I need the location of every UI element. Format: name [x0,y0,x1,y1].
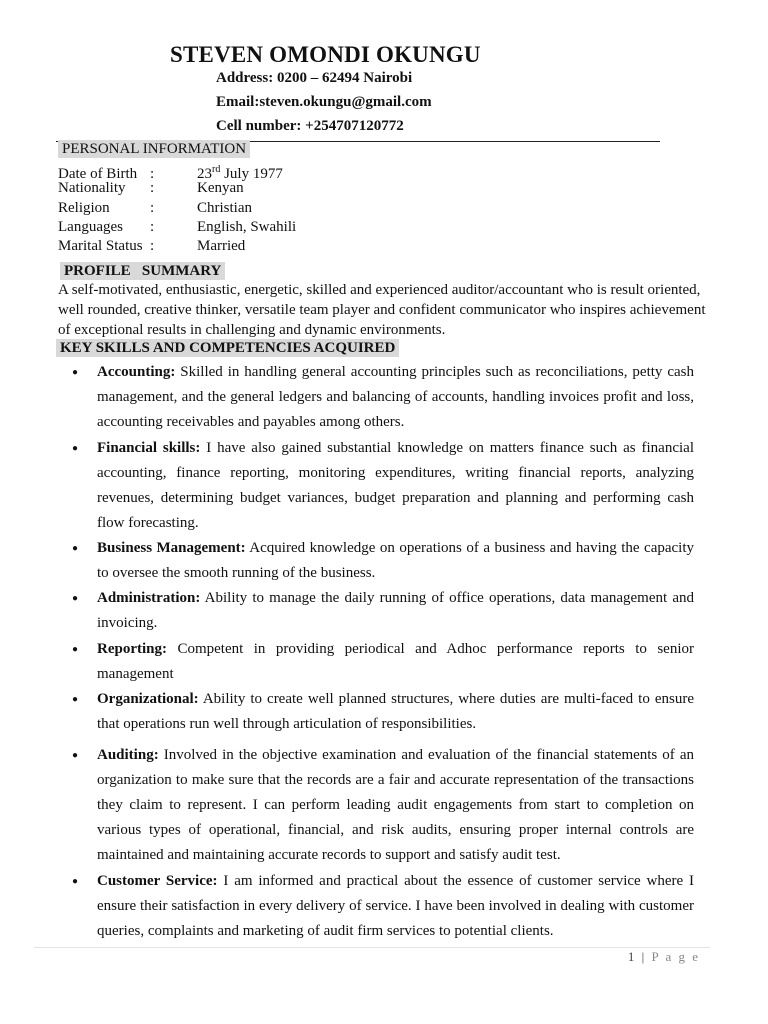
bullet-icon: ● [72,644,79,655]
bullet-icon: ● [72,593,79,604]
bullet-icon: ● [72,876,79,887]
address-line: Address: 0200 – 62494 Nairobi [216,70,413,86]
personal-label: Languages [58,219,123,235]
email-line: Email:steven.okungu@gmail.com [216,94,432,110]
page-separator: | [636,949,652,964]
personal-info-heading: PERSONAL INFORMATION [58,140,250,158]
personal-value: English, Swahili [197,219,297,235]
dob-month-year: July 1977 [220,166,283,182]
skill-description: Acquired knowledge on operations of a business and having the capacity to oversee the smooth running of the business. [97,540,695,581]
personal-row-marital-status [58,237,245,256]
personal-row-nationality [58,179,244,198]
skill-title: Financial skills: [97,440,201,456]
bullet-icon: ● [72,443,79,454]
footer-divider [34,947,710,948]
skill-description: I am informed and practical about the essence of customer service where I ensure their satisfaction in every delivery of service. I have been involved in dealing with customer queries, complaints and marketing of audit firm services to potential clients. [97,873,695,939]
skill-item-reporting [72,637,694,687]
personal-value: Married [197,238,246,254]
skill-item-business-management [72,536,694,586]
phone-line: Cell number: +254707120772 [216,118,404,134]
skills-heading: KEY SKILLS AND COMPETENCIES ACQUIRED [56,339,399,357]
skill-description: I have also gained substantial knowledge on matters finance such as financial accounting, finance reporting, monitoring expenditures, writing financial reports, analyzing revenues, determining budget variances, budget preparation and planning and performing cash flow forecasting. [97,440,694,531]
skill-title: Accounting: [97,364,176,380]
dob-ordinal: rd [212,164,221,175]
candidate-name: STEVEN OMONDI OKUNGU [170,42,481,67]
skill-item-administration [72,586,694,636]
skill-title: Auditing: [97,747,159,763]
skill-description: Skilled in handling general accounting principles such as reconciliations, petty cash management, and the general ledgers and balancing of accounts, handling invoices profit and loss, accounting receivables and payables among others. [97,364,694,430]
bullet-icon: ● [72,543,79,554]
personal-colon: : [150,200,155,216]
personal-row-languages [58,218,296,237]
skill-description: Ability to create well planned structures, where duties are multi-faced to ensure that operations run well through articulation of responsibilities. [97,691,694,732]
page-footer [628,949,700,965]
personal-label: Date of Birth [58,166,138,182]
bullet-icon: ● [72,367,79,378]
skill-item-customer-service [72,869,694,944]
skill-title: Administration: [97,590,201,606]
personal-value: Kenyan [197,180,244,196]
personal-colon: : [150,166,155,182]
personal-colon: : [150,238,155,254]
personal-label: Marital Status [58,238,143,254]
skill-item-auditing [72,743,694,868]
personal-value: Christian [197,200,252,216]
personal-label: Nationality [58,180,126,196]
skill-item-financial [72,436,694,536]
skill-description: Competent in providing periodical and Adhoc performance reports to senior management [97,641,694,682]
page-number: 1 [627,949,637,964]
skill-title: Business Management: [97,540,246,556]
skill-description: Ability to manage the daily running of office operations, data management and invoicing. [97,590,694,631]
skill-description: Involved in the objective examination and evaluation of the financial statements of an organization to make sure that the records are a fair and accurate representation of the transactions they claim to represent. I can perform leading audit engagements from start to completion on various types of operational, financial, and risk audits, ensuring proper internal controls are maintained and maintaining accurate records to support and satisfy audit test. [97,747,694,863]
personal-row-religion [58,199,252,218]
bullet-icon: ● [72,694,79,705]
personal-colon: : [150,219,155,235]
skill-title: Organizational: [97,691,199,707]
skill-item-organizational [72,687,694,737]
skill-title: Customer Service: [97,873,218,889]
profile-summary-text: A self-motivated, enthusiastic, energetic, skilled and experienced auditor/accountant who is result oriented, well rounded, creative thinker, versatile team player and confident communicator who inspires achievement of exceptional results in challenging and dynamic environments. [58,282,706,338]
page-word: P a g e [651,949,700,964]
dob-day: 23 [197,166,212,182]
personal-colon: : [150,180,155,196]
bullet-icon: ● [72,750,79,761]
profile-summary-heading-text: PROFILE SUMMARY [64,263,222,279]
profile-summary-heading [60,262,225,280]
personal-label: Religion [58,200,110,216]
skill-item-accounting [72,360,694,435]
skill-title: Reporting: [97,641,167,657]
